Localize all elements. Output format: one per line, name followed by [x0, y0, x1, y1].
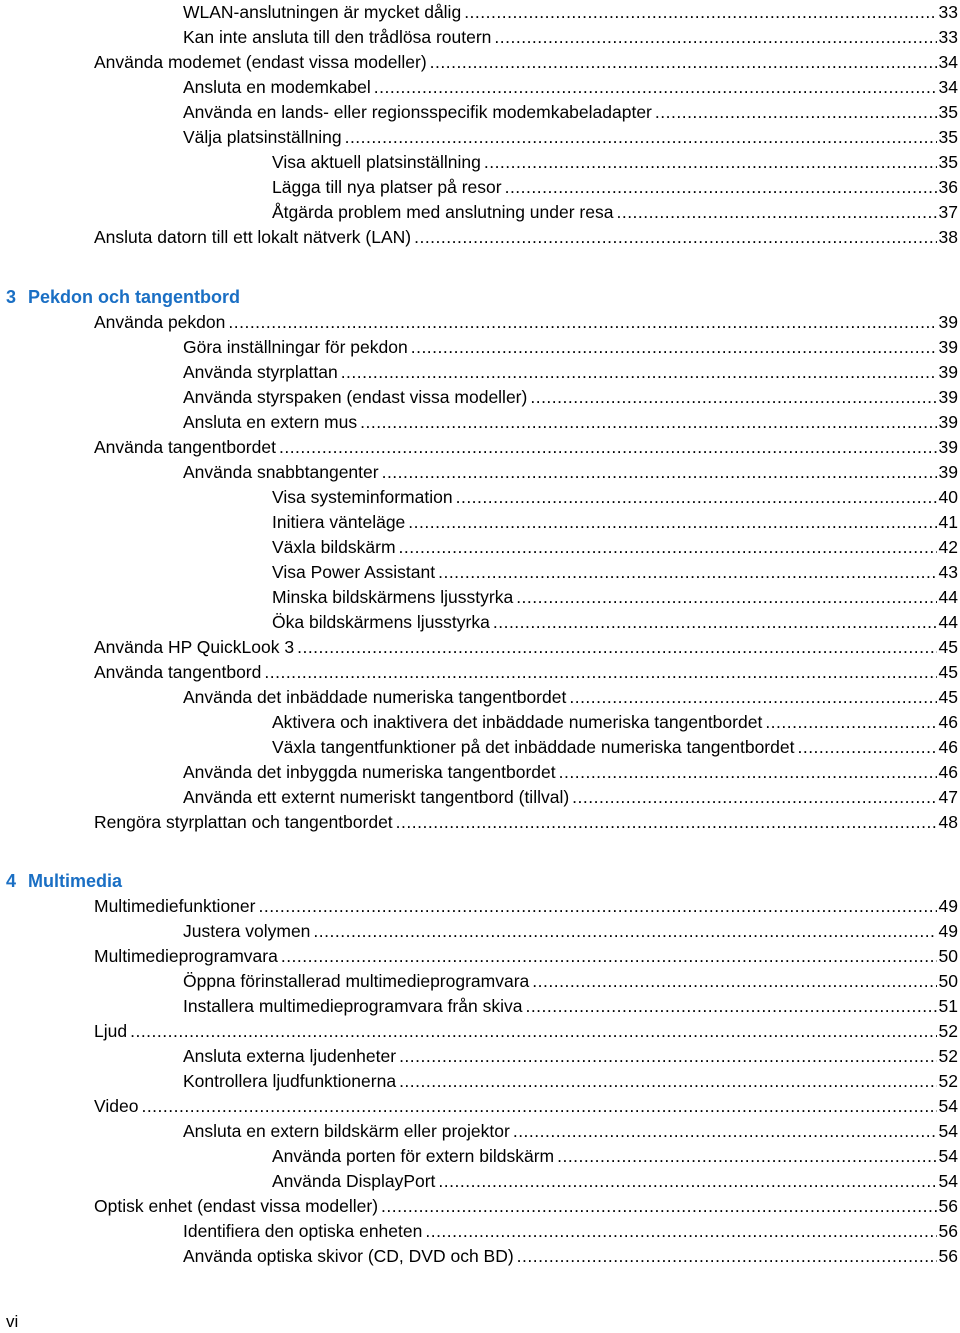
page-number: vi: [6, 1312, 19, 1331]
dot-leader: [411, 335, 937, 360]
dot-leader: [532, 969, 936, 994]
toc-entry[interactable]: [0, 510, 958, 535]
toc-entry-page: 52: [938, 1071, 958, 1091]
toc-entry-title: Använda pekdon: [94, 312, 226, 332]
dot-leader: [360, 410, 936, 435]
toc-entry-title: Optisk enhet (endast vissa modeller): [94, 1196, 379, 1216]
toc-entry-title: Använda modemet (endast vissa modeller): [94, 52, 427, 72]
toc-entry-page: 45: [938, 687, 958, 707]
toc-entry-title: Använda porten för extern bildskärm: [272, 1146, 555, 1166]
dot-leader: [516, 585, 936, 610]
dot-leader: [505, 175, 937, 200]
toc-entry-page: 42: [938, 537, 958, 557]
toc-entry-title: Multimedieprogramvara: [94, 946, 278, 966]
toc-entry-page: 51: [938, 996, 958, 1016]
toc-entry-page: 35: [938, 152, 958, 172]
toc-entry-page: 36: [938, 177, 958, 197]
dot-leader: [381, 1194, 937, 1219]
toc-entry[interactable]: [0, 585, 958, 610]
dot-leader: [382, 460, 937, 485]
toc-entry-title: Öka bildskärmens ljusstyrka: [272, 612, 490, 632]
toc-entry[interactable]: [0, 125, 958, 150]
toc-entry[interactable]: [0, 1069, 958, 1094]
toc-entry[interactable]: [0, 1094, 958, 1119]
toc-entry-title: Använda optiska skivor (CD, DVD och BD): [183, 1246, 514, 1266]
dot-leader: [396, 810, 937, 835]
dot-leader: [513, 1119, 937, 1144]
toc-entry-title: Ljud: [94, 1021, 128, 1041]
toc-entry-title: Rengöra styrplattan och tangentbordet: [94, 812, 393, 832]
toc-entry[interactable]: [0, 0, 958, 25]
chapter-title: Pekdon och tangentbord: [28, 287, 241, 307]
toc-entry[interactable]: [0, 1244, 958, 1269]
dot-leader: [313, 919, 936, 944]
toc-entry[interactable]: [0, 535, 958, 560]
toc-entry[interactable]: [0, 969, 958, 994]
toc-entry[interactable]: [0, 760, 958, 785]
toc-entry[interactable]: [0, 560, 958, 585]
toc-entry[interactable]: [0, 225, 958, 250]
toc-entry-title: Kan inte ansluta till den trådlösa routern: [183, 27, 492, 47]
toc-entry-page: 33: [938, 2, 958, 22]
toc-entry-title: Ansluta en extern bildskärm eller projektor: [183, 1121, 510, 1141]
toc-entry-page: 34: [938, 52, 958, 72]
dot-leader: [281, 944, 937, 969]
toc-entry-page: 39: [938, 387, 958, 407]
toc-entry[interactable]: [0, 1194, 958, 1219]
toc-entry-title: Öppna förinstallerad multimedieprogramvara: [183, 971, 530, 991]
toc-entry-title: Använda det inbäddade numeriska tangentbordet: [183, 687, 567, 707]
toc-entry-title: Växla tangentfunktioner på det inbäddade numeriska tangentbordet: [272, 737, 795, 757]
toc-entry-title: Minska bildskärmens ljusstyrka: [272, 587, 514, 607]
toc-entry-title: Använda tangentbordet: [94, 437, 276, 457]
toc-entry[interactable]: [0, 919, 958, 944]
toc-entry-title: Justera volymen: [183, 921, 311, 941]
toc-entry[interactable]: [0, 710, 958, 735]
toc-entry-title: Åtgärda problem med anslutning under resa: [272, 202, 614, 222]
dot-leader: [399, 1044, 936, 1069]
toc-entry[interactable]: [0, 1119, 958, 1144]
toc-entry-page: 46: [938, 737, 958, 757]
dot-leader: [345, 125, 937, 150]
toc-entry-page: 48: [938, 812, 958, 832]
dot-leader: [228, 310, 936, 335]
toc-entry-title: Ansluta en extern mus: [183, 412, 358, 432]
toc-entry-page: 39: [938, 437, 958, 457]
toc-entry[interactable]: [0, 385, 958, 410]
dot-leader: [414, 225, 936, 250]
dot-leader: [655, 100, 937, 125]
toc-entry-title: Identifiera den optiska enheten: [183, 1221, 423, 1241]
toc-entry-page: 40: [938, 487, 958, 507]
toc-entry-page: 38: [938, 227, 958, 247]
toc-entry[interactable]: [0, 1169, 958, 1194]
toc-entry-title: Multimediefunktioner: [94, 896, 256, 916]
toc-entry[interactable]: [0, 685, 958, 710]
toc-entry-title: Använda ett externt numeriskt tangentbord (tillval): [183, 787, 570, 807]
toc-entry[interactable]: [0, 75, 958, 100]
toc-entry-title: Använda styrspaken (endast vissa modeller): [183, 387, 528, 407]
toc-entry[interactable]: [0, 635, 958, 660]
dot-leader: [484, 150, 937, 175]
toc-entry[interactable]: [0, 485, 958, 510]
dot-leader: [425, 1219, 936, 1244]
toc-entry[interactable]: [0, 1144, 958, 1169]
toc-entry-title: Använda tangentbord: [94, 662, 262, 682]
dot-leader: [130, 1019, 936, 1044]
dot-leader: [297, 635, 936, 660]
toc-entry-title: Använda det inbyggda numeriska tangentbordet: [183, 762, 556, 782]
toc-entry-page: 47: [938, 787, 958, 807]
toc-entry-title: Använda HP QuickLook 3: [94, 637, 295, 657]
toc-entry[interactable]: [0, 435, 958, 460]
dot-leader: [456, 485, 937, 510]
dot-leader: [765, 710, 936, 735]
toc-entry-title: Visa aktuell platsinställning: [272, 152, 481, 172]
toc-entry-title: Använda snabbtangenter: [183, 462, 379, 482]
toc-entry-page: 34: [938, 77, 958, 97]
dot-leader: [279, 435, 937, 460]
toc-entry-page: 49: [938, 896, 958, 916]
toc-entry-title: Lägga till nya platser på resor: [272, 177, 502, 197]
toc-entry[interactable]: [0, 335, 958, 360]
toc-entry[interactable]: [0, 360, 958, 385]
dot-leader: [517, 1244, 937, 1269]
dot-leader: [408, 510, 936, 535]
toc-entry-page: 35: [938, 127, 958, 147]
toc-entry-page: 52: [938, 1046, 958, 1066]
dot-leader: [341, 360, 937, 385]
toc-entry-page: 44: [938, 587, 958, 607]
toc-entry-page: 45: [938, 637, 958, 657]
dot-leader: [797, 735, 936, 760]
toc-entry-page: 33: [938, 27, 958, 47]
toc-entry-page: 39: [938, 312, 958, 332]
toc-entry[interactable]: [0, 735, 958, 760]
toc-entry-title: Video: [94, 1096, 139, 1116]
dot-leader: [399, 535, 937, 560]
toc-entry[interactable]: [0, 810, 958, 835]
toc-entry[interactable]: [0, 610, 958, 635]
toc-entry[interactable]: [0, 785, 958, 810]
chapter-heading[interactable]: [0, 869, 960, 894]
dot-leader: [559, 760, 937, 785]
toc-entry-title: Ansluta en modemkabel: [183, 77, 371, 97]
chapter-number: 4: [6, 871, 17, 891]
dot-leader: [258, 894, 936, 919]
toc-entry[interactable]: [0, 1019, 958, 1044]
toc-entry[interactable]: [0, 175, 958, 200]
toc-entry[interactable]: [0, 100, 958, 125]
toc-entry[interactable]: [0, 1044, 958, 1069]
dot-leader: [264, 660, 936, 685]
toc-entry-page: 52: [938, 1021, 958, 1041]
toc-entry-title: Välja platsinställning: [183, 127, 342, 147]
toc-entry-page: 46: [938, 712, 958, 732]
toc-entry-title: Göra inställningar för pekdon: [183, 337, 408, 357]
toc-entry-page: 37: [938, 202, 958, 222]
dot-leader: [525, 994, 936, 1019]
dot-leader: [464, 0, 936, 25]
toc-entry[interactable]: [0, 200, 958, 225]
toc-entry[interactable]: [0, 25, 958, 50]
toc-entry-page: 50: [938, 971, 958, 991]
toc-entry-page: 56: [938, 1221, 958, 1241]
toc-entry[interactable]: [0, 410, 958, 435]
toc-entry-page: 54: [938, 1096, 958, 1116]
toc-entry-title: Initiera vänteläge: [272, 512, 406, 532]
toc-entry-page: 56: [938, 1196, 958, 1216]
toc-entry-title: WLAN-anslutningen är mycket dålig: [183, 2, 462, 22]
dot-leader: [438, 560, 936, 585]
dot-leader: [557, 1144, 936, 1169]
toc-entry[interactable]: [0, 994, 958, 1019]
toc-entry-title: Ansluta externa ljudenheter: [183, 1046, 397, 1066]
toc-entry[interactable]: [0, 660, 958, 685]
toc-entry[interactable]: [0, 310, 958, 335]
toc-entry-title: Växla bildskärm: [272, 537, 396, 557]
toc-entry-title: Visa Power Assistant: [272, 562, 436, 582]
toc-entry-page: 45: [938, 662, 958, 682]
toc-entry-title: Visa systeminformation: [272, 487, 453, 507]
toc-entry-page: 39: [938, 362, 958, 382]
dot-leader: [399, 1069, 936, 1094]
toc-entry-title: Använda en lands- eller regionsspecifik modemkabeladapter: [183, 102, 652, 122]
toc-entry-page: 44: [938, 612, 958, 632]
dot-leader: [616, 200, 936, 225]
toc-entry-page: 39: [938, 462, 958, 482]
toc-entry-title: Aktivera och inaktivera det inbäddade numeriska tangentbordet: [272, 712, 763, 732]
toc-entry-page: 43: [938, 562, 958, 582]
toc-entry-title: Ansluta datorn till ett lokalt nätverk (LAN): [94, 227, 412, 247]
toc-entry-title: Installera multimedieprogramvara från skiva: [183, 996, 523, 1016]
dot-leader: [430, 50, 937, 75]
toc-entry-page: 54: [938, 1146, 958, 1166]
dot-leader: [530, 385, 936, 410]
toc-entry-page: 46: [938, 762, 958, 782]
chapter-number: 3: [6, 287, 17, 307]
toc-entry-title: Kontrollera ljudfunktionerna: [183, 1071, 397, 1091]
toc-entry-page: 54: [938, 1171, 958, 1191]
toc-entry[interactable]: [0, 50, 958, 75]
toc-entry-title: Använda styrplattan: [183, 362, 338, 382]
toc-entry-title: Använda DisplayPort: [272, 1171, 436, 1191]
toc-entry-page: 50: [938, 946, 958, 966]
dot-leader: [374, 75, 937, 100]
toc-entry[interactable]: [0, 944, 958, 969]
dot-leader: [493, 610, 937, 635]
chapter-heading[interactable]: [0, 285, 960, 310]
chapter-title: Multimedia: [28, 871, 123, 891]
toc-entry[interactable]: [0, 894, 958, 919]
toc-entry[interactable]: [0, 150, 958, 175]
toc-entry-page: 56: [938, 1246, 958, 1266]
toc-entry-page: 49: [938, 921, 958, 941]
dot-leader: [494, 25, 936, 50]
toc-entry[interactable]: [0, 460, 958, 485]
dot-leader: [569, 685, 936, 710]
toc-entry-page: 35: [938, 102, 958, 122]
dot-leader: [141, 1094, 936, 1119]
dot-leader: [438, 1169, 936, 1194]
toc-entry-page: 54: [938, 1121, 958, 1141]
toc-entry-page: 41: [938, 512, 958, 532]
toc-entry[interactable]: [0, 1219, 958, 1244]
toc-entry-page: 39: [938, 412, 958, 432]
toc-entry-page: 39: [938, 337, 958, 357]
dot-leader: [572, 785, 936, 810]
